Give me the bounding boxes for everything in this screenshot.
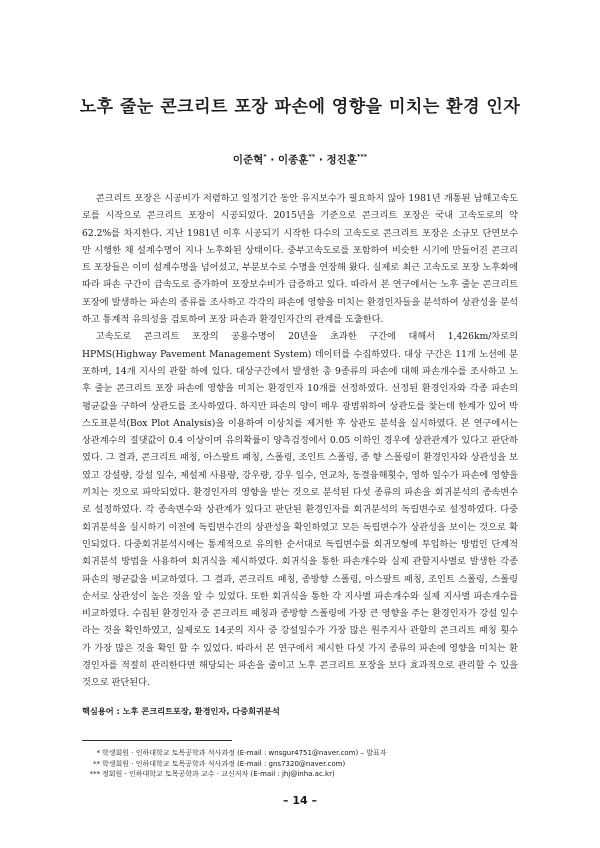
footnote-mark: *	[96, 749, 100, 757]
author-affiliation-mark: **	[308, 152, 316, 161]
author-line	[0, 152, 600, 167]
abstract-body	[82, 190, 518, 692]
author-affiliation-mark: ***	[356, 152, 368, 161]
author-separator: ·	[270, 154, 275, 166]
footnote-mark: ***	[89, 770, 100, 779]
abstract-paragraph: 고속도로 콘크리트 포장의 공용수명이 20년을 초과한 구간에 대해서 1,426km/차로의 HPMS(Highway Pavement Management System) 데이터를 수집하였다. 대상 구간은 11개 노선에 분포하며, 14개 지사의 관할 하에 있다. 대상구간에서 발생한 총 9종류의 파손에 대해 파손개수를 조사하고 노후 줄눈 콘크리트 포장 파손에 영향을 미치는 환경인자 10개를 선정하였다. 선정된 환경인자와 각종 파손의 평균값을 구하여 상관도를 조사하였다. 하지만 파손의 양이 매우 광범위하여 상관도를 찾는데 한계가 있어 박스도표분석(Box Plot Analysis)을 이용하여 이상치를 제거한 후 상관도 분석을 실시하였다. 본 연구에서는 상관계수의 절댓값이 0.4 이상이며 유의확률이 양측검정에서 0.05 이하인 경우에 상관관계가 있다고 판단하였다. 그 결과, 콘크리트 패칭, 아스팔트 패칭, 스폴링, 조인트 스폴링, 종 향 스폴링이 환경인자와 상관성을 보였고 강설량, 강설 일수, 제설제 사용량, 강우량, 강우 일수, 연교차, 동결융해횟수, 영하 일수가 파손에 영향을 끼치는 것으로 파악되었다. 환경인자의 영향을 받는 것으로 분석된 다섯 종류의 파손을 회귀분석의 종속변수로 설정하였다. 각 종속변수와 상관계가 있다고 판단된 환경인자를 회귀분석의 독립변수로 설정하였다. 다중회귀분석을 실시하기 이전에 독립변수간의 상관성을 확인하였고 모든 독립변수가 상관성을 보이는 것으로 확인되었다. 다중회귀분석시에는 통계적으로 유의한 순서대로 독립변수를 회귀모형에 투입하는 방법인 단계적 회귀분석 방법을 사용하여 회귀식을 제시하였다. 회귀식을 통한 파손개수와 실제 관할지사별로 발생한 각종 파손의 평균값을 비교하였다. 그 결과, 콘크리트 패칭, 종방향 스폴링, 아스팔트 패칭, 조인트 스폴링, 스폴링 순서로 상관성이 높은 것을 알 수 있었다. 또한 회귀식을 통한 각 지사별 파손개수와 실제 지사별 파손개수를 비교하였다. 수집된 환경인자 중 콘크리트 패칭과 종방향 스폴링에 가장 큰 영향을 주는 환경인자가 강설 일수라는 것을 확인하였고, 실제로도 14곳의 지사 중 강설일수가 가장 많은 원주지사 관할의 콘크리트 패칭 횟수가 가장 많은 것을 확인 할 수 있었다. 따라서 본 연구에서 제시한 다섯 가지 종류의 파손에 영향을 미치는 환경인자를 적절히 관리한다면 해당되는 파손을 줄이고 노후 콘크리트 포장을 보다 효과적으로 관리할 수 있을 것으로 판단된다.	[82, 331, 518, 689]
abstract-paragraph: 콘크리트 포장은 시공비가 저렴하고 일정기간 동안 유지보수가 필요하지 않아 1981년 개통된 남해고속도로를 시작으로 콘크리트 포장이 시공되었다. 2015년을 기준으로 콘크리트 포장은 국내 고속도로의 약 62.2%를 차지한다. 지난 1981년 이후 시공되기 시작한 다수의 고속도로 콘크리트 포장은 소규모 단면보수만 시행한 채 설계수명이 지나 노후화된 상태이다. 중부고속도로를 포함하여 비슷한 시기에 만들어진 콘크리트 포장들은 이미 설계수명을 넘어섰고, 부분보수로 수명을 연장해 왔다. 실제로 최근 고속도로 포장 노후화에 따라 파손 구간이 급속도로 증가하여 포장보수비가 급증하고 있다. 따라서 본 연구에서는 노후 줄눈 콘크리트 포장에 발생하는 파손의 종류를 조사하고 각각의 파손에 영향을 미치는 환경인자들을 분석하여 상관성을 분석하고 통계적 유의성을 검토하여 포장 파손과 환경인자간의 관계를 도출한다.	[82, 193, 518, 326]
keywords-line: 핵심용어 : 노후 콘크리트포장, 환경인자, 다중회귀분석	[82, 706, 280, 716]
footnotes	[82, 748, 518, 780]
footnote-item	[82, 769, 518, 780]
paper-title: 노후 줄눈 콘크리트 포장 파손에 영향을 미치는 환경 인자	[79, 97, 521, 117]
footnote-item	[82, 748, 518, 759]
author-affiliation-mark: *	[263, 152, 267, 161]
author-name: 정진훈	[326, 154, 357, 166]
footnote-divider	[82, 740, 232, 741]
footnote-text: 학생회원 · 인하대학교 토목공학과 석사과정 (E-mail : wnsgur4751@naver.com) – 발표자	[102, 749, 387, 757]
footnote-text: 학생회원 · 인하대학교 토목공학과 석사과정 (E-mail : gns7320@naver.com)	[102, 759, 346, 768]
footnote-text: 정회원 · 인하대학교 토목공학과 교수 · 교신저자 (E-mail : jhj@inha.ac.kr)	[102, 770, 335, 779]
footnote-item	[82, 759, 518, 770]
author-name: 이준혁	[232, 154, 264, 166]
author-separator: ·	[318, 154, 323, 166]
footnote-mark: **	[93, 759, 100, 768]
author-name: 이종훈	[277, 154, 309, 166]
page-number: – 14 –	[283, 794, 317, 807]
